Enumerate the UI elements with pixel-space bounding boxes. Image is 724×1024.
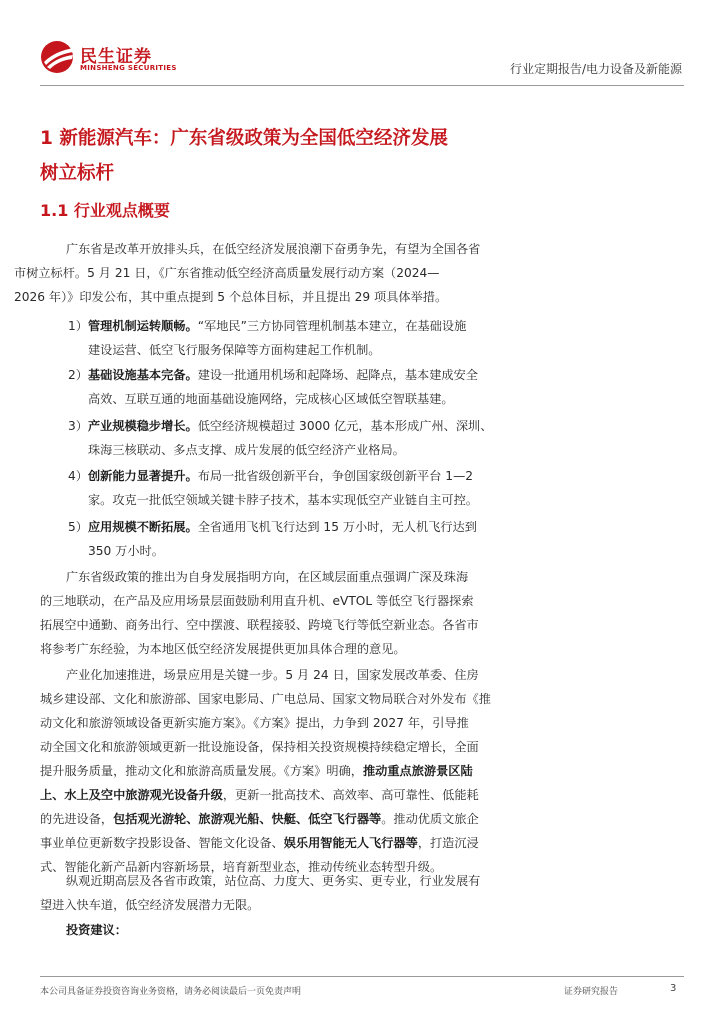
target-item-2 (68, 363, 680, 411)
target-number: 4） (68, 469, 88, 483)
paragraph-line: 产业化加速推进，场景应用是关键一步。5 月 24 日，国家发展改革委、住房 (66, 668, 479, 682)
paragraph-text: ，更新一批高技术、高效率、高可靠性、低能耗 (222, 788, 479, 802)
conclusion-line: 纵观近期高层及各省市政策，站位高、力度大、更务实、更专业，行业发展有 (66, 874, 481, 888)
investment-advice-heading: 投资建议： (66, 923, 127, 937)
report-category: 行业定期报告/电力设备及新能源 (509, 62, 682, 76)
target-item-1 (68, 314, 680, 362)
paragraph-line: 动文化和旅游领域设备更新实施方案》。《方案》提出，力争到 2027 年，引导推 (40, 716, 469, 730)
investment-advice-label (40, 918, 680, 942)
policy-line: 广东省级政策的推出为自身发展指明方向，在区域层面重点强调广深及珠海 (66, 570, 469, 584)
intro-paragraph (14, 237, 680, 309)
target-text: 建设运营、低空飞行服务保障等方面构建起工作机制。 (88, 343, 381, 357)
paragraph-emphasis: 包括观光游轮、旅游观光船、快艇、低空飞行器等 (113, 812, 382, 826)
paragraph-text: 。推动优质文旅企 (381, 812, 479, 826)
policy-line: 拓展空中通勤、商务出行、空中摆渡、联程接驳、跨境飞行等低空新业态。各省市 (40, 618, 479, 632)
page-header (0, 0, 724, 90)
policy-line: 的三地联动，在产品及应用场景层面鼓励利用直升机、eVTOL 等低空飞行器探索 (40, 594, 474, 608)
policy-paragraph (40, 565, 680, 661)
target-text: 家。攻克一批低空领域关键卡脖子技术，基本实现低空产业链自主可控。 (88, 493, 478, 507)
paragraph-line: 动全国文化和旅游领域更新一批设施设备，保持相关投资规模持续稳定增长，全面 (40, 740, 479, 754)
paragraph-line (40, 783, 680, 807)
target-text: 低空经济规模超过 3000 亿元，基本形成广州、深圳、 (197, 419, 493, 433)
minsheng-logo (40, 40, 180, 76)
target-item-5 (68, 515, 680, 563)
target-text: 建设一批通用机场和起降场、起降点，基本建成安全 (197, 368, 478, 382)
section-title-line2: 树立标杆 (40, 163, 115, 184)
target-body (88, 515, 680, 563)
header-divider (40, 85, 684, 86)
page-number: 3 (670, 983, 677, 994)
target-body (88, 464, 680, 512)
target-body (88, 414, 680, 462)
target-heading: 应用规模不断拓展。 (88, 520, 198, 534)
paragraph-emphasis: 娱乐用智能无人飞行器等 (283, 836, 418, 850)
conclusion-paragraph (40, 869, 680, 917)
conclusion-line: 望进入快车道，低空经济发展潜力无限。 (40, 898, 260, 912)
subsection-title: 1.1 行业观点概要 (40, 201, 170, 220)
section-title-line1: 1 新能源汽车：广东省级政策为全国低空经济发展 (40, 128, 448, 149)
target-body (88, 314, 680, 362)
paragraph-text: 的先进设备， (40, 812, 114, 826)
target-text: 高效、互联互通的地面基础设施网络，完成核心区域低空智联基建。 (88, 392, 454, 406)
policy-line: 将参考广东经验，为本地区低空经济发展提供更加具体合理的意见。 (40, 642, 406, 656)
target-heading: 产业规模稳步增长。 (88, 419, 198, 433)
target-text: 珠海三核联动、多点支撑、成片发展的低空经济产业格局。 (88, 443, 405, 457)
target-body (88, 363, 680, 411)
paragraph-text: 事业单位更新数字投影设备、智能文化设备、 (40, 836, 284, 850)
intro-line: 市树立标杆。5 月 21 日，《广东省推动低空经济高质量发展行动方案（2024— (14, 266, 440, 280)
target-item-3 (68, 414, 680, 462)
paragraph-text: ，打造沉浸 (417, 836, 479, 850)
paragraph-text: 提升服务质量，推动文化和旅游高质量发展。《方案》明确， (40, 764, 363, 778)
intro-line: 2026 年）》印发公布，其中重点提到 5 个总体目标，并且提出 29 项具体举措。 (14, 290, 448, 304)
target-number: 1） (68, 319, 88, 333)
target-text: 全省通用飞机飞行达到 15 万小时，无人机飞行达到 (197, 520, 477, 534)
target-heading: 创新能力显著提升。 (88, 469, 198, 483)
paragraph-emphasis: 上、水上及空中旅游观光设备升级 (40, 788, 223, 802)
target-text: “军地民”三方协同管理机制基本建立，在基础设施 (197, 319, 467, 333)
paragraph-emphasis: 推动重点旅游景区陆 (362, 764, 473, 778)
target-number: 2） (68, 368, 88, 382)
logo-chinese-name: 民生证券 (80, 47, 152, 67)
footer-doc-type: 证券研究报告 (564, 987, 619, 997)
paragraph-line (40, 807, 680, 831)
logo-english-name: MINSHENG SECURITIES (80, 64, 177, 72)
target-number: 5） (68, 520, 88, 534)
industrialization-paragraph (40, 663, 680, 879)
minsheng-logo-icon (40, 40, 76, 74)
paragraph-line (40, 831, 680, 855)
target-text: 布局一批省级创新平台，争创国家级创新平台 1—2 (197, 469, 474, 483)
target-text: 350 万小时。 (88, 544, 164, 558)
target-item-4 (68, 464, 680, 512)
target-heading: 基础设施基本完备。 (88, 368, 198, 382)
intro-line: 广东省是改革开放排头兵，在低空经济发展浪潮下奋勇争先，有望为全国各省 (66, 242, 481, 256)
footer-divider (40, 976, 684, 977)
target-number: 3） (68, 419, 88, 433)
paragraph-line: 城乡建设部、文化和旅游部、国家电影局、广电总局、国家文物局联合对外发布《推 (40, 692, 491, 706)
paragraph-line (40, 759, 680, 783)
paragraph-line: 式、智能化新产品新内容新场景，培育新型业态，推动传统业态转型升级。 (40, 860, 443, 874)
target-heading: 管理机制运转顺畅。 (88, 319, 198, 333)
footer-disclaimer: 本公司具备证券投资咨询业务资格，请务必阅读最后一页免责声明 (40, 987, 302, 997)
